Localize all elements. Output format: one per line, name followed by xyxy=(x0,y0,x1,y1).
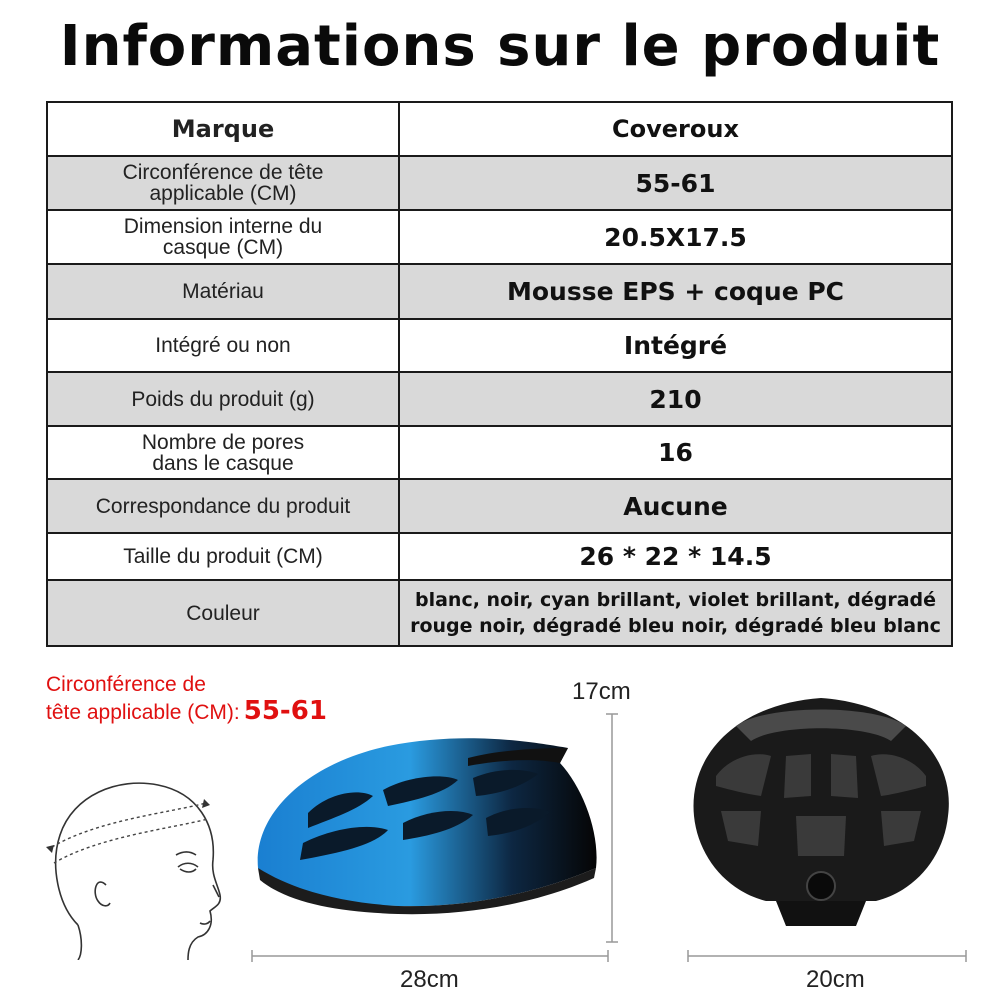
row-value: 210 xyxy=(399,372,952,426)
circumference-value: 55-61 xyxy=(243,696,327,726)
helmet-back-image xyxy=(676,686,966,936)
table-row xyxy=(47,210,952,264)
page-title: Informations sur le produit xyxy=(59,14,941,79)
table-row xyxy=(47,372,952,426)
table-row xyxy=(47,156,952,210)
table-row xyxy=(47,264,952,319)
row-label: Circonférence de tête applicable (CM) xyxy=(47,156,399,210)
helmet-side-image xyxy=(238,718,608,928)
row-label: Couleur xyxy=(47,580,399,646)
row-label: Taille du produit (CM) xyxy=(47,533,399,580)
width-dimension-label: 20cm xyxy=(806,966,865,993)
table-row xyxy=(47,426,952,479)
row-label: Marque xyxy=(47,102,399,156)
row-value: blanc, noir, cyan brillant, violet brillant, dégradé rouge noir, dégradé bleu noir, dégradé bleu blanc xyxy=(399,580,952,646)
table-row xyxy=(47,580,952,646)
length-dimension-label: 28cm xyxy=(400,966,459,993)
table-row xyxy=(47,102,952,156)
row-label: Dimension interne du casque (CM) xyxy=(47,210,399,264)
length-dimension-line xyxy=(250,948,610,964)
row-value: Intégré xyxy=(399,319,952,372)
row-label: Nombre de pores dans le casque xyxy=(47,426,399,479)
row-value: Mousse EPS + coque PC xyxy=(399,264,952,319)
circumference-label-line1: Circonférence de xyxy=(46,673,206,696)
row-label: Poids du produit (g) xyxy=(47,372,399,426)
row-value: 26 * 22 * 14.5 xyxy=(399,533,952,580)
row-value: 20.5X17.5 xyxy=(399,210,952,264)
width-dimension-line xyxy=(686,948,968,964)
row-label: Intégré ou non xyxy=(47,319,399,372)
height-dimension-label: 17cm xyxy=(572,678,631,705)
row-value: Aucune xyxy=(399,479,952,533)
head-measure-illustration xyxy=(38,765,228,960)
table-row xyxy=(47,319,952,372)
circumference-label-text: tête applicable (CM): xyxy=(46,701,240,724)
row-label: Matériau xyxy=(47,264,399,319)
spec-table xyxy=(46,101,953,647)
row-value: 16 xyxy=(399,426,952,479)
table-row xyxy=(47,533,952,580)
table-row xyxy=(47,479,952,533)
row-value: Coveroux xyxy=(399,102,952,156)
row-label: Correspondance du produit xyxy=(47,479,399,533)
height-dimension-line xyxy=(604,712,620,944)
row-value: 55-61 xyxy=(399,156,952,210)
